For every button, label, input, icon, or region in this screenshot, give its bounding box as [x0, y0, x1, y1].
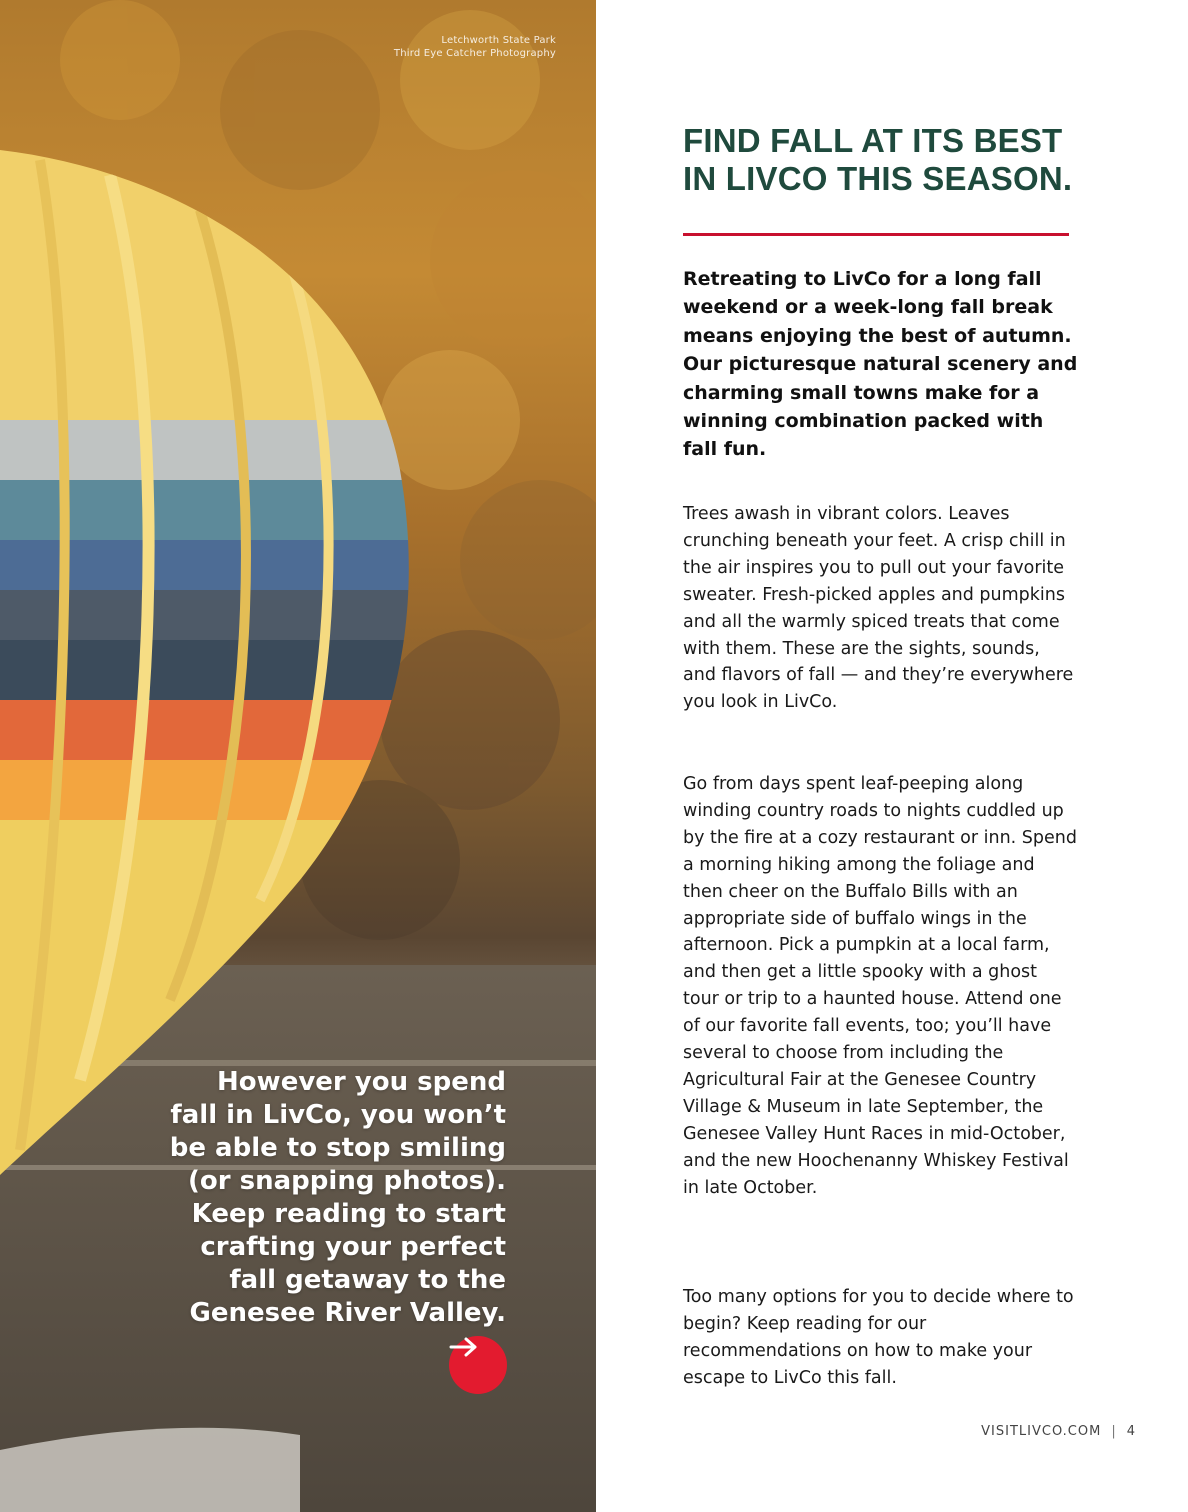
page-footer	[981, 1424, 1136, 1439]
intro-paragraph: Retreating to LivCo for a long fall weekend or a week-long fall break means enjoying the best of autumn. Our picturesque natural scenery and charming small towns make for a winning combination packed with fall fun.	[683, 268, 1078, 461]
credit-location: Letchworth State Park	[441, 35, 556, 46]
footer-site-link[interactable]: VISITLIVCO.COM	[981, 1424, 1102, 1439]
body-paragraph-1: Trees awash in vibrant colors. Leaves crunching beneath your feet. A crisp chill in the air inspires you to pull out your favorite sweater. Fresh-picked apples and pumpkins and all the warmly spiced treats that come with them. These are the sights, sounds, and flavors of fall — and they’re everywhere you look in LivCo.	[683, 504, 1074, 713]
page-number: 4	[1126, 1424, 1136, 1439]
arrow-right-icon	[449, 1336, 479, 1358]
footer-separator: |	[1111, 1424, 1117, 1439]
credit-photographer: Third Eye Catcher Photography	[393, 48, 556, 59]
pull-quote: However you spend fall in LivCo, you won’t be able to stop smiling (or snapping photos). Keep reading to start crafting your perfect fall getaway to the Genesee River Valley.	[169, 1067, 506, 1328]
body-paragraph-3: Too many options for you to decide where to begin? Keep reading for our recommendations on how to make your escape to LivCo this fall.	[683, 1287, 1074, 1388]
title-divider	[683, 233, 1069, 236]
body-paragraph-2: Go from days spent leaf-peeping along winding country roads to nights cuddled up by the fire at a cozy restaurant or inn. Spend a morning hiking among the foliage and then cheer on the Buffalo Bills with an appropriate side of buffalo wings in the afternoon. Pick a pumpkin at a local farm, and then get a little spooky with a ghost tour or trip to a haunted house. Attend one of our favorite fall events, too; you’ll have several to choose from including the Agricultural Fair at the Genesee Country Village & Museum in late September, the Genesee Valley Hunt Races in mid-October, and the new Hoochenanny Whiskey Festival in late October.	[683, 774, 1077, 1198]
photo-credit	[394, 34, 556, 60]
next-button[interactable]	[449, 1336, 507, 1394]
page-title: FIND FALL AT ITS BEST IN LIVCO THIS SEASON.	[683, 122, 1073, 197]
